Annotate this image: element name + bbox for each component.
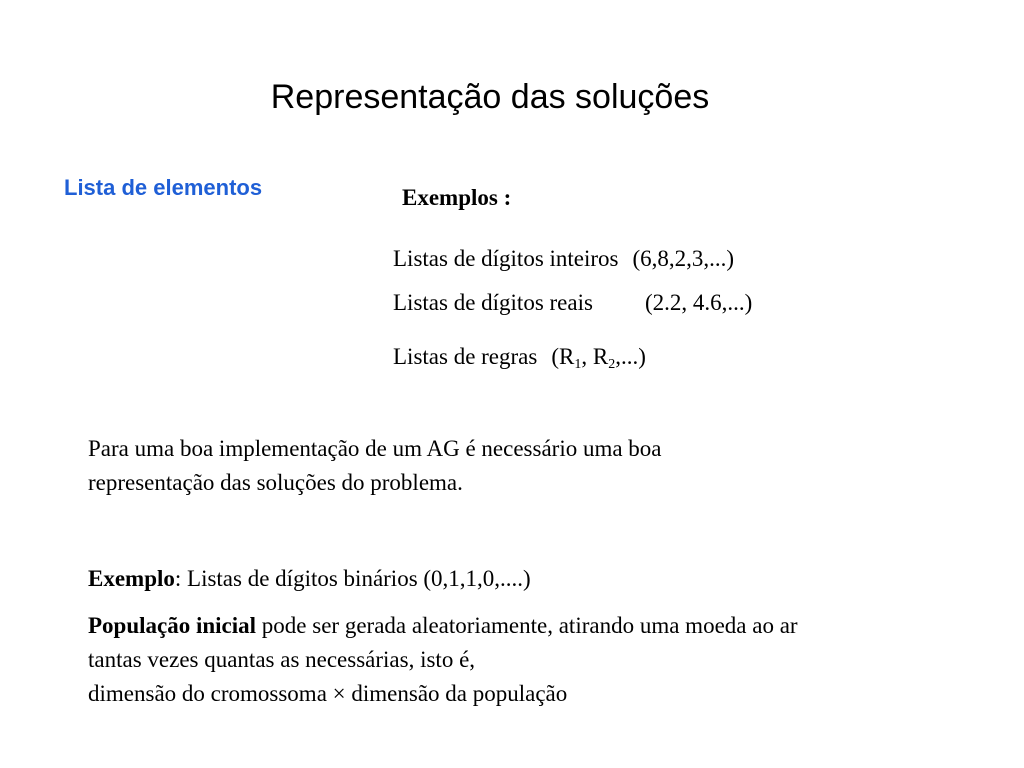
- section-label: Lista de elementos: [64, 175, 263, 200]
- example-real-label: Listas de dígitos reais: [393, 290, 593, 315]
- examples-heading: Exemplos :: [402, 185, 512, 210]
- population-line-1-rest: pode ser gerada aleatoriamente, atirando uma moeda ao ar: [256, 613, 798, 638]
- example-integer-label: Listas de dígitos inteiros: [393, 246, 619, 271]
- implementation-paragraph: [88, 432, 662, 500]
- binary-example-text: : Listas de dígitos binários (0,1,1,0,....): [174, 566, 531, 591]
- paragraph-line-2: representação das soluções do problema.: [88, 470, 463, 495]
- rules-open: (R: [551, 344, 575, 369]
- initial-population-paragraph: [88, 609, 798, 711]
- example-real-value: (2.2, 4.6,...): [644, 290, 753, 315]
- rules-sub-1: 1: [574, 357, 582, 372]
- example-integer-value: (6,8,2,3,...): [632, 246, 735, 271]
- rules-mid: , R: [581, 344, 609, 369]
- rules-sub-2: 2: [608, 357, 616, 372]
- population-line-3: dimensão do cromossoma × dimensão da população: [88, 681, 568, 706]
- example-integer-digits: [393, 246, 734, 272]
- example-real-digits: [393, 290, 752, 316]
- population-line-2: tantas vezes quantas as necessárias, isto é,: [88, 647, 476, 672]
- binary-example: [88, 562, 531, 596]
- example-rules-label: Listas de regras: [393, 344, 538, 369]
- binary-example-bold: Exemplo: [88, 566, 175, 591]
- population-line-1: [88, 609, 798, 643]
- slide-title: Representação das soluções: [270, 78, 710, 116]
- population-bold: População inicial: [88, 613, 257, 638]
- paragraph-line-1: Para uma boa implementação de um AG é necessário uma boa: [88, 436, 662, 461]
- example-rules: [393, 344, 646, 370]
- rules-close: ,...): [615, 344, 646, 369]
